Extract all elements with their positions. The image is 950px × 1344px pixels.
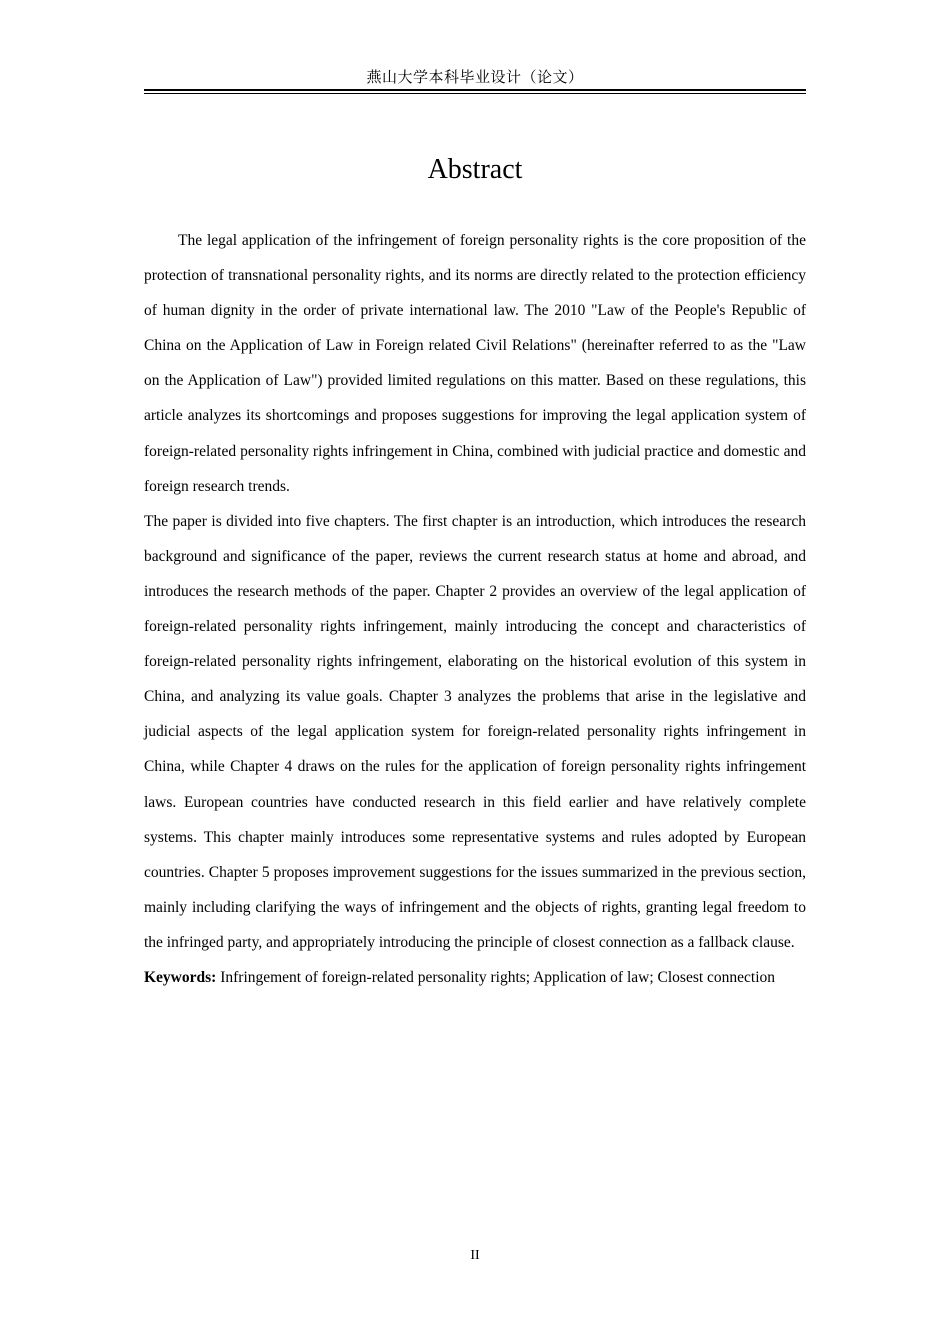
abstract-body — [144, 223, 806, 995]
keywords-text: Infringement of foreign-related personality rights; Application of law; Closest connection — [220, 968, 776, 986]
abstract-title: Abstract — [427, 154, 523, 185]
abstract-paragraph-2: The paper is divided into five chapters. The first chapter is an introduction, which introduces the research background and significance of the paper, reviews the current research status at home and abroad, and introduces the research methods of the paper. Chapter 2 provides an overview of the legal application of foreign-related personality rights infringement, mainly introducing the concept and characteristics of foreign-related personality rights infringement, elaborating on the historical evolution of this system in China, and analyzing its value goals. Chapter 3 analyzes the problems that arise in the legislative and judicial aspects of the legal application system for foreign-related personality rights infringement in China, while Chapter 4 draws on the rules for the application of foreign personality rights infringement laws. European countries have conducted research in this field earlier and have relatively complete systems. This chapter mainly introduces some representative systems and rules adopted by European countries. Chapter 5 proposes improvement suggestions for the issues summarized in the previous section, mainly including clarifying the ways of infringement and the objects of rights, granting legal freedom to the infringed party, and appropriately introducing the principle of closest connection as a fallback clause. — [144, 512, 806, 951]
keywords-label: Keywords: — [144, 968, 217, 986]
page-header: 燕山大学本科毕业设计（论文） — [366, 68, 584, 86]
page-number: II — [470, 1248, 480, 1263]
header-rule-thick — [144, 89, 806, 91]
keywords-line — [144, 960, 806, 995]
abstract-paragraph-1: The legal application of the infringement of foreign personality rights is the core proposition of the protection of transnational personality rights, and its norms are directly related to the protection efficiency of human dignity in the order of private international law. The 2010 "Law of the People's Republic of China on the Application of Law in Foreign related Civil Relations" (hereinafter referred to as the "Law on the Application of Law") provided limited regulations on this matter. Based on these regulations, this article analyzes its shortcomings and proposes suggestions for improving the legal application system of foreign-related personality rights infringement in China, combined with judicial practice and domestic and foreign research trends. — [144, 232, 806, 495]
header-rule-thin — [144, 93, 806, 94]
